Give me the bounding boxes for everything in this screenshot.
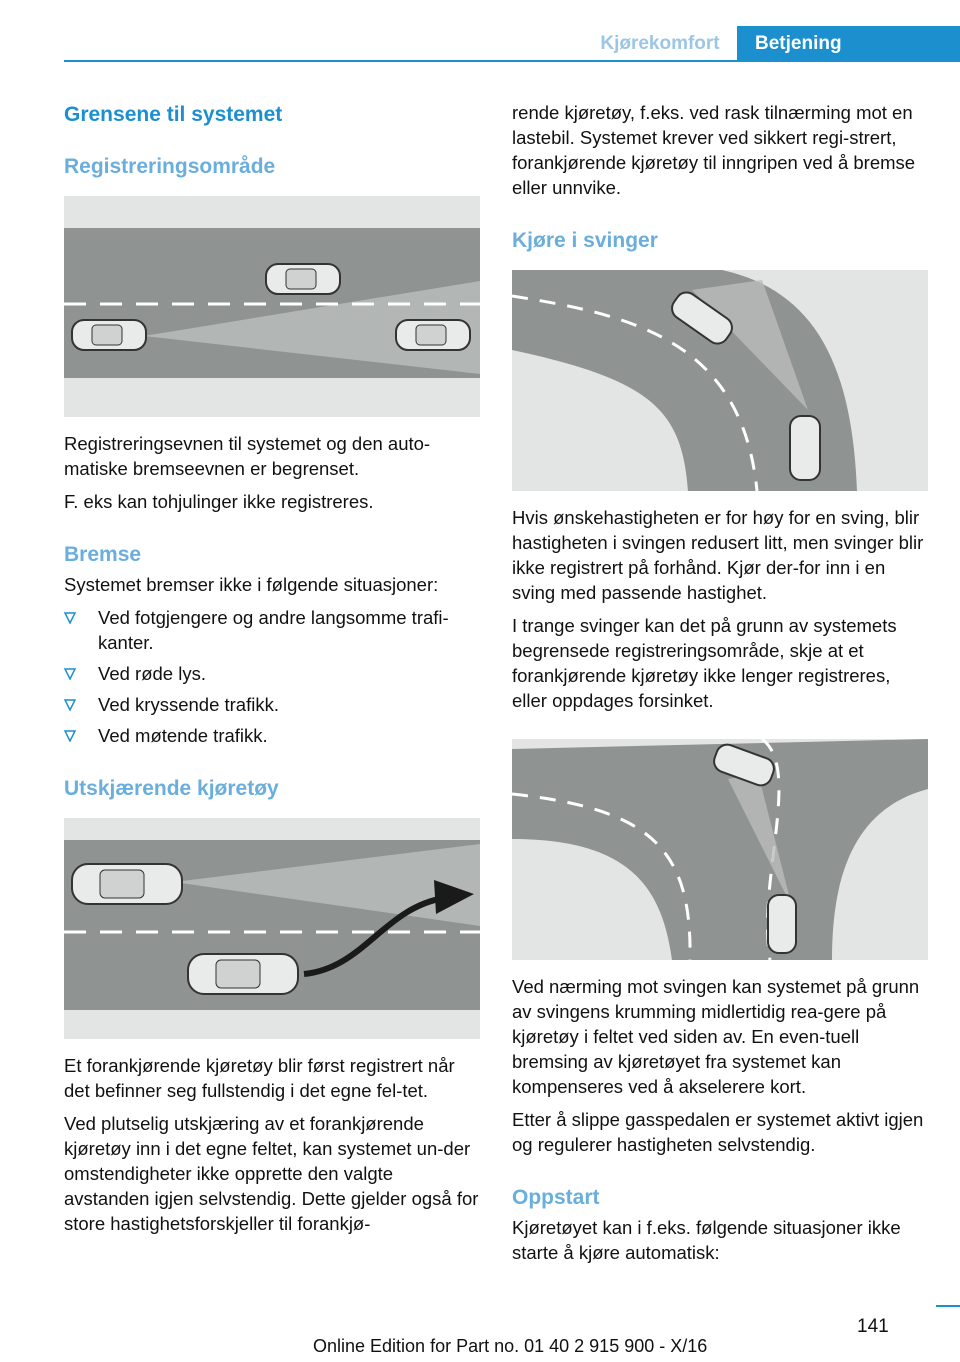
list-item-text: Ved fotgjengere og andre langsomme trafi-kanter. [98, 607, 449, 653]
car-icon [72, 864, 182, 904]
car-icon [396, 320, 470, 350]
list-item [64, 661, 482, 686]
header-rule [64, 60, 960, 62]
figure-curve-adjacent-lane [512, 739, 928, 960]
list-item [64, 723, 482, 748]
bullet-list [64, 605, 482, 748]
paragraph: Etter å slippe gasspedalen er systemet aktivt igjen og regulerer hastigheten selvstendig. [512, 1109, 924, 1155]
triangle-bullet-icon [64, 612, 76, 624]
heading-oppstart: Oppstart [512, 1186, 600, 1209]
paragraph: Hvis ønskehastigheten er for høy for en sving, blir hastigheten i svingen redusert litt, men svinger blir ikke registrert på forhånd. Kjør der-for inn i en sving med passende hastighet. [512, 507, 924, 603]
car-icon [266, 264, 340, 294]
heading-kjore-i-svinger: Kjøre i svinger [512, 229, 658, 252]
left-column [64, 100, 482, 1244]
edition-footer: Online Edition for Part no. 01 40 2 915 900 - X/16 [313, 1336, 708, 1356]
heading-utskjaerende: Utskjærende kjøretøy [64, 777, 279, 800]
tab-kjorekomfort[interactable]: Kjørekomfort [585, 26, 735, 62]
figure-curve-detection [512, 270, 928, 491]
tab-betjening[interactable]: Betjening [737, 26, 960, 62]
list-item [64, 692, 482, 717]
paragraph: Ved nærming mot svingen kan systemet på grunn av svingens krumming midlertidig rea-gere på kjøretøy i feltet ved siden av. En even-tuell bremsing av kjøretøyet fra systemet kan kompenseres ved å akselerere kort. [512, 976, 920, 1097]
list-item-text: Ved møtende trafikk. [98, 725, 268, 746]
figure-cut-out-vehicle [64, 818, 480, 1039]
right-column [512, 100, 930, 1273]
paragraph: Et forankjørende kjøretøy blir først registrert når det befinner seg fullstendig i det egne fel-tet. [64, 1055, 455, 1101]
heading-registreringsomrade: Registreringsområde [64, 155, 276, 178]
section-title: Grensene til systemet [64, 103, 283, 126]
footer-rule [936, 1305, 960, 1307]
car-icon [188, 954, 298, 994]
car-icon [768, 895, 796, 953]
paragraph: Ved plutselig utskjæring av et forankjørende kjøretøy inn i det egne feltet, kan systemet un-der omstendigheter ikke opprette den valgte avstanden igjen selvstendig. Dette gjelder også for store hastighetsforskjeller til forankjø- [64, 1113, 479, 1234]
triangle-bullet-icon [64, 730, 76, 742]
paragraph: I trange svinger kan det på grunn av systemets begrensede registreringsområde, skje at et forankjørende kjøretøy ikke lenger registreres, eller oppdages forsinket. [512, 615, 897, 711]
list-item [64, 605, 482, 655]
paragraph: Registreringsevnen til systemet og den auto-matiske bremseevnen er begrenset. [64, 433, 431, 479]
list-item-text: Ved røde lys. [98, 663, 206, 684]
page-number: 141 [857, 1316, 889, 1337]
triangle-bullet-icon [64, 699, 76, 711]
triangle-bullet-icon [64, 668, 76, 680]
figure-detection-range [64, 196, 480, 417]
car-icon [790, 416, 820, 480]
paragraph: Kjøretøyet kan i f.eks. følgende situasjoner ikke starte å kjøre automatisk: [512, 1217, 901, 1263]
paragraph: Systemet bremser ikke i følgende situasjoner: [64, 574, 439, 595]
heading-bremse: Bremse [64, 543, 142, 566]
paragraph: F. eks kan tohjulinger ikke registreres. [64, 491, 374, 512]
car-icon [72, 320, 146, 350]
list-item-text: Ved kryssende trafikk. [98, 694, 279, 715]
paragraph: rende kjøretøy, f.eks. ved rask tilnærming mot en lastebil. Systemet krever ved sikkert regi-strert, forankjørende kjøretøy til inngripen ved å bremse eller unnvike. [512, 102, 916, 198]
